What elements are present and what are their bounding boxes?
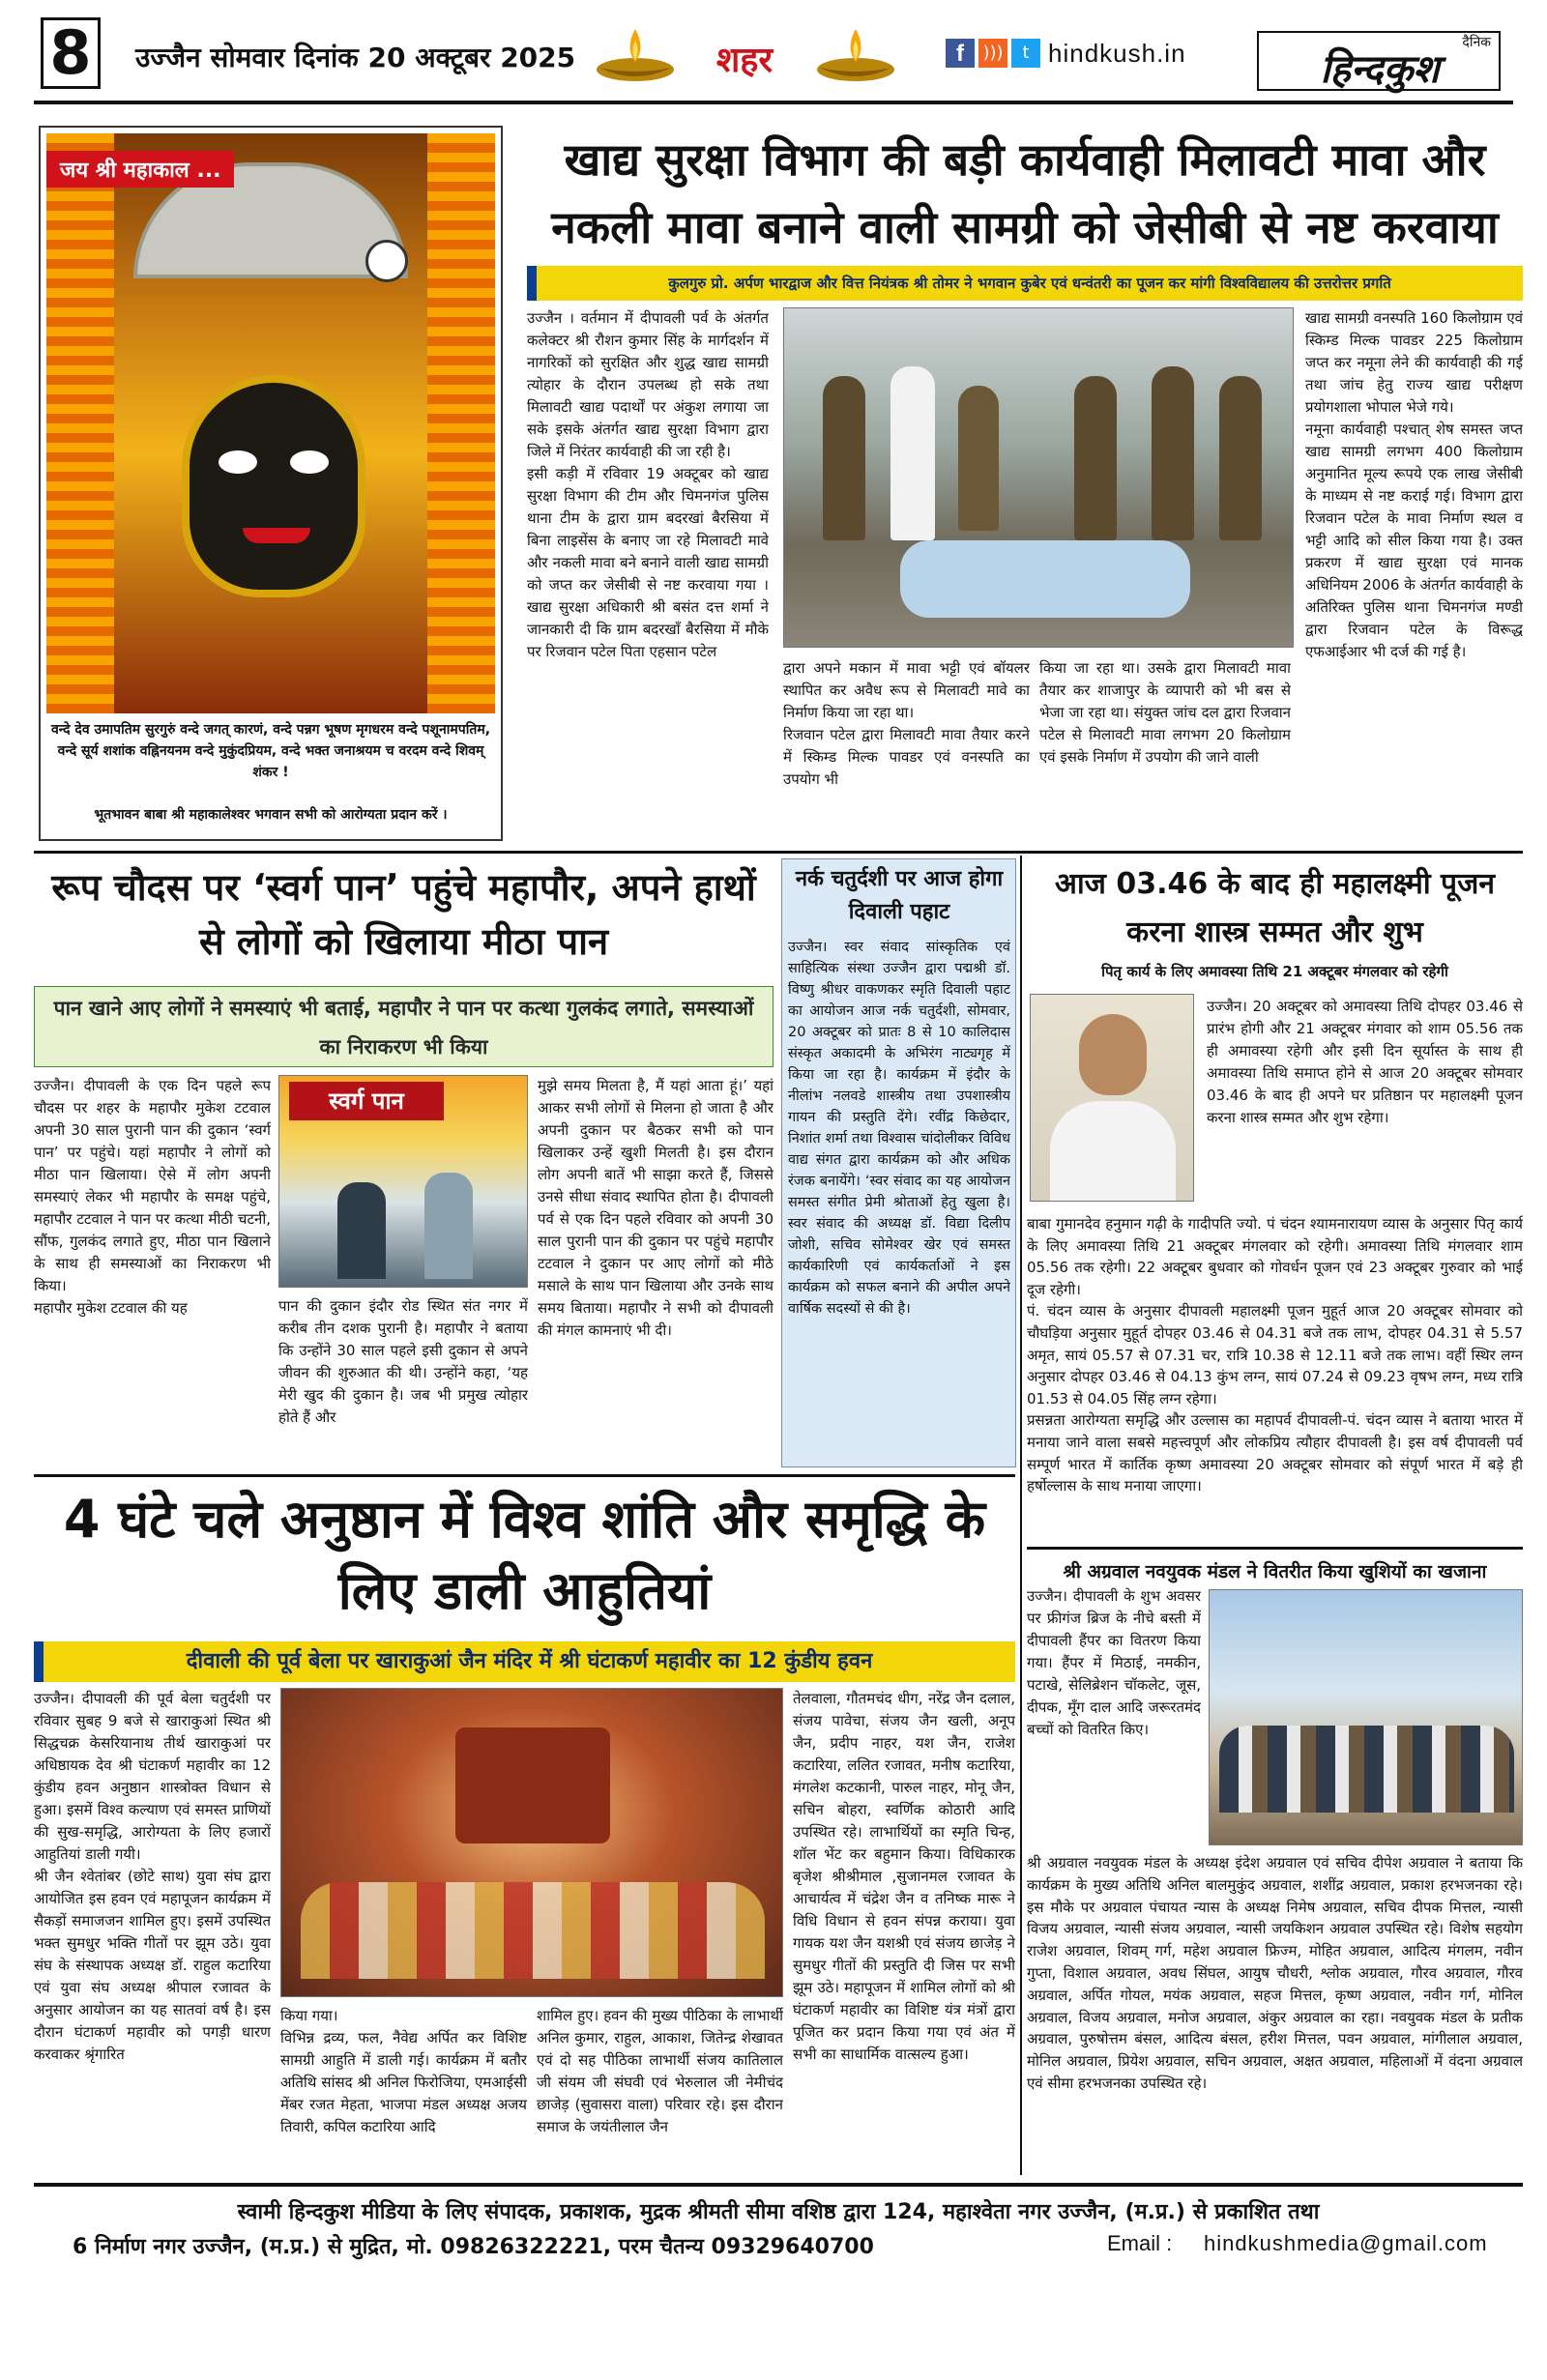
story1-col4: खाद्य सामग्री वनस्पति 160 किलोग्राम एवं स्किम्ड मिल्क पावडर 225 किलोग्राम जप्त कर नमूना लेने की कार्यवाही की गई तथा जांच हेतु राज्य खाद्य परीक्षण प्रयोगशाला भोपाल भेजे गये। नमूना कार्यवाही पश्चात् शेष समस्त जप्त खाद्य सामग्री लगभग 400 किलोग्राम अनुमानित मूल्य रूपये एक लाख जेसीबी के माध्यम से नष्ट कराई गई। विभाग द्वारा रिजवान पटेल के मावा निर्माण स्थल व भट्टी आदि को सील किया गया है। उक्त प्रकरण में खाद्य सुरक्षा एवं मानक अधिनियम 2006 के अंतर्गत कार्यवाही के अतिरिक्त पुलिस थाना चिमनगंज मण्डी द्वारा रिजवान पटेल के विरूद्ध एफआईआर भी दर्ज की गई है। xyxy=(1305,309,1523,660)
mahakal-blessing: भूतभावन बाबा श्री महाकालेश्वर भगवान सभी को आरोग्यता प्रदान करें । xyxy=(94,807,448,823)
mahakal-photo-box xyxy=(39,126,503,841)
website-link[interactable]: hindkush.in xyxy=(1048,39,1186,68)
story5-strap: दीवाली की पूर्व बेला पर खाराकुआं जैन मंदिर में श्री घंटाकर्ण महावीर का 12 कुंडीय हवन xyxy=(34,1641,1015,1682)
paper-logo-name: हिन्दकुश xyxy=(1320,47,1440,92)
story2-headline: रूप चौदस पर ‘स्वर्ग पान’ पहुंचे महापौर, अपने हाथों से लोगों को खिलाया मीठा पान xyxy=(51,866,756,963)
story6-photo xyxy=(1209,1589,1523,1845)
story2-col1: उज्जैन। दीपावली के एक दिन पहले रूप चौदस पर शहर के महापौर मुकेश टटवाल अपनी 30 साल पुरानी पान की दुकान ‘स्वर्ग पान’ पर पहुंचे। यहां महापौर ने लोगों को मीठा पान खिलाया। ऐसे में लोग अपनी समस्याएं लेकर भी महापौर के समक्ष पहुंचे, महापौर टटवाल ने पान पर कत्था मीठी चटनी, सौंफ, गुलकंद लगाते हुए, मीठा पान खिलाने के साथ ही समस्याओं का निराकरण भी किया। महापौर मुकेश टटवाल की यह xyxy=(34,1077,271,1317)
story3-body: उज्जैन। स्वर संवाद सांस्कृतिक एवं साहित्यिक संस्था उज्जैन द्वारा पद्मश्री डॉ. विष्णु श्रीधर वाकणकर स्मृति दिवाली पहाट का आयोजन आज नर्क चतुर्दशी, सोमवार, 20 अक्टूबर को प्रातः 8 से 10 कालिदास संस्कृत अकादमी के अभिरंग नाट्यगृह में किया जा रहा है। कार्यक्रम में इंदौर के नीलांभ नलवडे शास्त्रीय तथा उपशास्त्रीय गायन की प्रस्तुति देंगे। रवींद्र किछेदार, निशांत शर्मा तथा विश्वास चांदोलीकर विविध वाद्य संगत द्वारा कार्यक्रम को और अधिक रंजक बनायेंगे। ‘स्वर संवाद का यह आयोजन समस्त संगीत प्रेमी श्रोताओं हेतु खुला है। स्वर संवाद की अध्यक्ष डॉ. विद्या दिलीप जोशी, सचिव सोमेश्वर खेर एवं समस्त कार्यकारिणी एवं कार्यकर्ताओं ने इस कार्यक्रम को सफल बनाने की अपील अपने वार्षिक सदस्यों से की है। xyxy=(788,940,1010,1317)
story4-col-beside-photo: उज्जैन। 20 अक्टूबर को अमावस्या तिथि दोपहर 03.46 से प्रारंभ होगी और 21 अक्टूबर मंगवार को शाम 05.56 तक ही अमावस्या रहेगी और इसी दिन सूर्यास्त के साथ ही अमावस्या तिथि समाप्त होने से आज 20 अक्टूबर सोमवार 03.46 के बाद ही अपने घर प्रतिष्ठान पर महालक्ष्मी पूजन करना शास्त्र सम्मत और शुभ रहेगा। xyxy=(1207,998,1523,1126)
masthead xyxy=(0,0,1547,106)
paper-logo xyxy=(1257,31,1501,91)
story5-col2: किया गया। विभिन्न द्रव्य, फल, नैवेद्य अर्पित कर विशिष्ट सामग्री आहुति में डाली गई। कार्यक्रम में बतौर अतिथि सांसद श्री अनिल फिरोजिया, एमआईसी मेंबर रजत मेहता, भाजपा मंडल अध्यक्ष अजय तिवारी, कपिल कटारिया आदि xyxy=(280,2007,527,2135)
story2-photo xyxy=(278,1075,528,1288)
story3-headline: नर्क चतुर्दशी पर आज होगा दिवाली पहाट xyxy=(795,867,1004,924)
story4-body: बाबा गुमानदेव हनुमान गढ़ी के गादीपति ज्यो. पं चंदन श्यामनारायण व्यास के अनुसार पितृ कार्य के लिए अमावस्या तिथि 21 अक्टूबर मंगलवार को रहेगी। अमावस्या तिथि मंगलवार शाम 05.56 तक रहेगी। 22 अक्टूबर बुधवार को गोवर्धन पूजन एवं 23 अक्टूबर गुरुवार को भाई दूज रहेगी। पं. चंदन व्यास के अनुसार दीपावली महालक्ष्मी पूजन मुहूर्त आज 20 अक्टूबर सोमवार को चौघड़िया अनुसार मुहूर्त दोपहर 03.46 से 04.31 बजे तक लाभ, दोपहर 04.31 से 5.57 अमृत, सायं 05.57 से 07.31 चर, रात्रि 10.38 से 12.11 बजे तक लाभ। वहीं स्थिर लग्न अनुसार दोपहर 03.46 से 04.13 कुंभ लग्न, सायं 07.24 से 09.23 वृषभ लग्न, मध्य रात्रि 01.53 से 04.05 सिंह लग्न रहेगा। प्रसन्नता आरोग्यता समृद्धि और उल्लास का महापर्व दीपावली-पं. चंदन व्यास ने बताया भारत में मनाया जाने वाला सबसे महत्त्वपूर्ण और लोकप्रिय त्यौहार दीपावली है। इस वर्ष दीपावली पर्व सम्पूर्ण भारत में कार्तिक कृष्ण अमावस्या 20 अक्टूबर सोमवार को संपूर्ण भारत में बड़े ही हर्षोल्लास के साथ मनाया जाएगा। xyxy=(1027,1215,1523,1495)
footer-rule xyxy=(34,2183,1523,2187)
story6-body: श्री अग्रवाल नवयुवक मंडल के अध्यक्ष इंदेश अग्रवाल एवं सचिव दीपेश अग्रवाल ने बताया कि कार्यक्रम के मुख्य अतिथि अनिल बालमुकुंद अग्रवाल, शशींद्र अग्रवाल, प्रकाश हरभजनका रहे। इस मौके पर अग्रवाल पंचायत न्यास के अध्यक्ष निमेष अग्रवाल, सचिव दीपक मित्तल, न्यासी विजय अग्रवाल, न्यासी संजय अग्रवाल, न्यासी जयकिशन अग्रवाल उपस्थित रहे। विशेष सहयोग राजेश अग्रवाल, शिवम् गर्ग, महेश अग्रवाल फ्रिज्म, मोहित अग्रवाल, आदित्य मंगलम, नवीन गुप्ता, विशाल अग्रवाल, अवध सिंघल, आयुष चौधरी, श्लोक अग्रवाल, गौरव अग्रवाल, गौरव अग्रवाल, अर्पित गोयल, मयंक अग्रवाल, सहज मित्तल, कृष्ण अग्रवाल, नवीन गर्ग, मोनिल अग्रवाल, विजय अग्रवाल, मनोज अग्रवाल, अंकुर अग्रवाल का रहा। नवयुवक मंडल के प्रतीक अग्रवाल, पुरुषोत्तम बंसल, आदित्य बंसल, हरीश मित्तल, पवन अग्रवाल, मांगीलाल अग्रवाल, मोनिल अग्रवाल, प्रियेश अग्रवाल, सचिन अग्रवाल, अक्षत अग्रवाल, महिलाओं में वंदना अग्रवाल एवं सीमा हरभजनका उपस्थित रहे। xyxy=(1027,1854,1523,2092)
section-label: शहर xyxy=(715,41,774,80)
story3-box xyxy=(781,858,1016,1467)
story1-col2: द्वारा अपने मकान में मावा भट्टी एवं बॉयलर स्थापित कर अवैध रूप से मिलावटी मावे का निर्माण किया जा रहा था। रिजवान पटेल द्वारा मिलावटी मावा तैयार करने में स्किम्ड मिल्क पावडर एवं वनस्पति का उपयोग भी xyxy=(783,659,1030,788)
story5-headline: 4 घंटे चले अनुष्ठान में विश्व शांति और समृद्धि के लिए डाली आहुतियां xyxy=(63,1489,986,1621)
shop-sign: स्वर्ग पान xyxy=(289,1082,444,1120)
mahakal-tag: जय श्री महाकाल ... xyxy=(46,151,234,188)
paper-logo-small: दैनिक xyxy=(1462,35,1491,50)
divider xyxy=(34,851,1523,854)
dateline: उज्जैन सोमवार दिनांक 20 अक्टूबर 2025 xyxy=(135,42,576,73)
imprint-line2: 6 निर्माण नगर उज्जैन, (म.प्र.) से मुद्रित, मो. 09826322221, परम चैतन्य 09329640700 xyxy=(73,2235,874,2259)
garland-left xyxy=(46,133,114,713)
story1-col1: उज्जैन । वर्तमान में दीपावली पर्व के अंतर्गत कलेक्टर श्री रौशन कुमार सिंह के मार्गदर्शन में नागरिकों को सुरक्षित और शुद्ध खाद्य सामग्री त्योहार के दौरान उपलब्ध हो सके तथा मिलावटी खाद्य पदार्थों पर अंकुश लगाया जा सके इसके अंतर्गत खाद्य सुरक्षा विभाग द्वारा जिले में निरंतर कार्यवाही की जा रही है। इसी कड़ी में रविवार 19 अक्टूबर को खाद्य सुरक्षा विभाग की टीम और चिमनगंज पुलिस थाना टीम के द्वारा ग्राम बदरखां बैरसिया में बिना लाइसेंस के बनाए जा रहे मिलावटी मावे और नकली मावा बने बनाने वाली खाद्य सामग्री को जप्त कर जेसीबी से नष्ट करवाया गया । खाद्य सुरक्षा अधिकारी श्री बसंत दत्त शर्मा ने जानकारी दी कि ग्राम बदरखाँ बैरसिया में मौके पर रिजवान पटेल पिता एहसान पटेल xyxy=(527,309,769,660)
diya-icon xyxy=(592,23,679,85)
story2-col3: मुझे समय मिलता है, मैं यहां आता हूं।’ यहां आकर सभी लोगों से मिलना हो जाता है और अपनी दुकान पर बैठकर सभी को पान खिलाकर उन्हें खुशी मिलती है। इस दौरान लोग अपनी बातें भी साझा करते हैं, जिससे उनसे सीधा संवाद स्थापित होता है। दीपावली पर्व से एक दिन पहले रविवार को अपनी 30 साल पुरानी पान की दुकान पर पहुंचे महापौर टटवाल ने दुकान पर आए लोगों को मीठे मसाले के साथ पान खिलाया और उनके साथ समय बिताया। महापौर ने सभी को दीपावली की मंगल कामनाएं भी दी। xyxy=(538,1077,774,1339)
story1-col3: किया जा रहा था। उसके द्वारा मिलावटी मावा तैयार कर शाजापुर के व्यापारी को भी बस से भेजा जा रहा था। संयुक्त जांच दल द्वारा रिजवान पटेल से मिलावटी मावा लगभग 20 किलोग्राम एवं इसके निर्माण में उपयोग की जाने वाली xyxy=(1039,659,1291,766)
story5-col3: शामिल हुए। हवन की मुख्य पीठिका के लाभार्थी अनिल कुमार, राहुल, आकाश, जितेन्द्र शेखावत एवं दो सह पीठिका लाभार्थी संजय कातिलाल जी संयम जी संघवी एवं भेरुलाल जी नेमीचंद छाजेड़ (सुवासरा वाला) परिवार रहे। इस दौरान समाज के जयंतीलाल जैन xyxy=(537,2007,783,2135)
story2-col2: पान की दुकान इंदौर रोड स्थित संत नगर में करीब तीन दशक पुरानी है। महापौर ने बताया कि उन्होंने 30 साल पहले इसी दुकान से अपने जीवन की शुरुआत की थी। उन्होंने कहा, ‘यह मेरी खुद की दुकान है। जब भी प्रमुख त्योहार होते हैं और xyxy=(278,1297,528,1426)
story6-col-beside-photo: उज्जैन। दीपावली के शुभ अवसर पर फ्रीगंज ब्रिज के नीचे बस्ती में दीपावली हैंपर का वितरण किया गया। हैंपर में मिठाई, नमकीन, पटाखे, सेलिब्रेशन चॉकलेट, जूस, दीपक, मूँग दाल आदि जरूरतमंद बच्चों को वितरित किए। xyxy=(1027,1587,1201,1738)
imprint-email[interactable]: hindkushmedia@gmail.com xyxy=(1204,2231,1488,2255)
story2-strap: पान खाने आए लोगों ने समस्याएं भी बताई, महापौर ने पान पर कत्था गुलकंद लगाते, समस्याओं का निराकरण भी किया xyxy=(34,986,774,1067)
diya-icon xyxy=(812,23,899,85)
story1-photo xyxy=(783,307,1294,648)
story4-headline: आज 03.46 के बाद ही महालक्ष्मी पूजन करना शास्त्र सम्मत और शुभ xyxy=(1054,867,1496,949)
rss-icon[interactable]: ))) xyxy=(978,39,1007,68)
divider xyxy=(1027,1547,1523,1550)
garland-right xyxy=(427,133,495,713)
mahakal-photo xyxy=(46,133,495,713)
deity-face xyxy=(182,375,365,597)
story5-col4: तेलवाला, गौतमचंद धीग, नरेंद्र जैन दलाल, संजय पावेचा, संजय जैन खली, अनूप जैन, प्रदीप नाहर, यश जैन, राजेश कटारिया, ललित रजावत, मनीष कटारिया, मंगलेश कटकानी, पारुल नाहर, मोनू जैन, सचिन बोहरा, स्वर्णिक कोठारी आदि उपस्थित रहे। लाभार्थियों का स्मृति चिन्ह, शॉल भेंट कर बहुमान किया। विधिकारक बृजेश श्रीश्रीमाल ,सुजानमल रजावत के आचार्यत्व में चंद्रेश जैन व तनिष्क मारू ने विधि विधान से हवन संपन्न कराया। युवा गायक यश जैन यशश्री एवं संजय छाजेड़ ने सुमधुर गीतों की प्रस्तुति दी जिस पर सभी झूम उठे। महापूजन में शामिल लोगों को श्री घंटाकर्ण महावीर का विशिष्ट यंत्र मंत्रों द्वारा पूजित कर प्रदान किया गया एवं अंत में सभी का साधार्मिक वात्सल्य हुआ। xyxy=(793,1690,1015,2063)
story4-subhead: पितृ कार्य के लिए अमावस्या तिथि 21 अक्टूबर मंगलवार को रहेगी xyxy=(1101,963,1448,980)
story1-strap: कुलगुरु प्रो. अर्पण भारद्वाज और वित्त नियंत्रक श्री तोमर ने भगवान कुबेर एवं धन्वंतरी का पूजन कर मांगी विश्वविद्यालय की उत्तरोत्तर प्रगति xyxy=(527,266,1523,301)
clock-icon xyxy=(365,240,408,282)
imprint-email-label: Email : xyxy=(1107,2231,1173,2255)
imprint-line1: स्वामी हिन्दकुश मीडिया के लिए संपादक, प्रकाशक, मुद्रक श्रीमती सीमा वशिष्ठ द्वारा 124, महाश्वेता नगर उज्जैन, (म.प्र.) से प्रकाशित तथा xyxy=(237,2200,1320,2224)
mahakal-mantra: वन्दे देव उमापतिम सुरगुरुं वन्दे जगत् कारणं, वन्दे पन्नग भूषण मृगधरम वन्दे पशूनामपतिम, वन्दे सूर्य शशांक वह्निनयनम वन्दे मुकुंदप्रियम, वन्दे भक्त जनाश्रयम च वरदम वन्दे शिवम् शंकर ! xyxy=(50,722,491,780)
twitter-icon[interactable]: t xyxy=(1011,39,1040,68)
story5-photo xyxy=(280,1688,783,1997)
story4-photo xyxy=(1030,994,1194,1202)
imprint xyxy=(34,2196,1523,2274)
story1-headline: खाद्य सुरक्षा विभाग की बड़ी कार्यवाही मिलावटी मावा और नकली मावा बनाने वाली सामग्री को जेसीबी से नष्ट करवाया xyxy=(551,133,1499,253)
divider xyxy=(34,1474,1015,1477)
page-number: 8 xyxy=(41,17,101,89)
story6-headline: श्री अग्रवाल नवयुवक मंडल ने वितरीत किया खुशियों का खजाना xyxy=(1063,1561,1487,1582)
masthead-rule xyxy=(34,101,1513,104)
story5-col1: उज्जैन। दीपावली की पूर्व बेला चतुर्दशी पर रविवार सुबह 9 बजे से खाराकुआं स्थित श्री सिद्धचक्र केसरियानाथ तीर्थ खाराकुआं पर अधिष्ठायक देव श्री घंटाकर्ण महावीर का 12 कुंडीय हवन अनुष्ठान शास्त्रोक्त विधान से हुआ। इसमें विश्व कल्याण एवं समस्त प्राणियों की सुख-समृद्धि, आरोग्यता के लिए हजारों आहुतियां डाली गयी। श्री जैन श्वेतांबर (छोटे साथ) युवा संघ द्वारा आयोजित इस हवन एवं महापूजन कार्यक्रम में सैकड़ों समाजजन शामिल हुए। इसमें उपस्थित भक्त सुमधुर भक्ति गीतों पर झूम उठे। युवा संघ के संस्थापक अध्यक्ष डॉ. राहुल कटारिया एवं युवा संघ अध्यक्ष श्रीपाल रजावत के अनुसार आयोजन का यह सातवां वर्ष है। इस दौरान घंटाकर्ण महावीर को पगड़ी धारण करवाकर श्रृंगारित xyxy=(34,1690,271,2063)
facebook-icon[interactable]: f xyxy=(946,39,975,68)
column-rule xyxy=(1020,856,1022,2175)
